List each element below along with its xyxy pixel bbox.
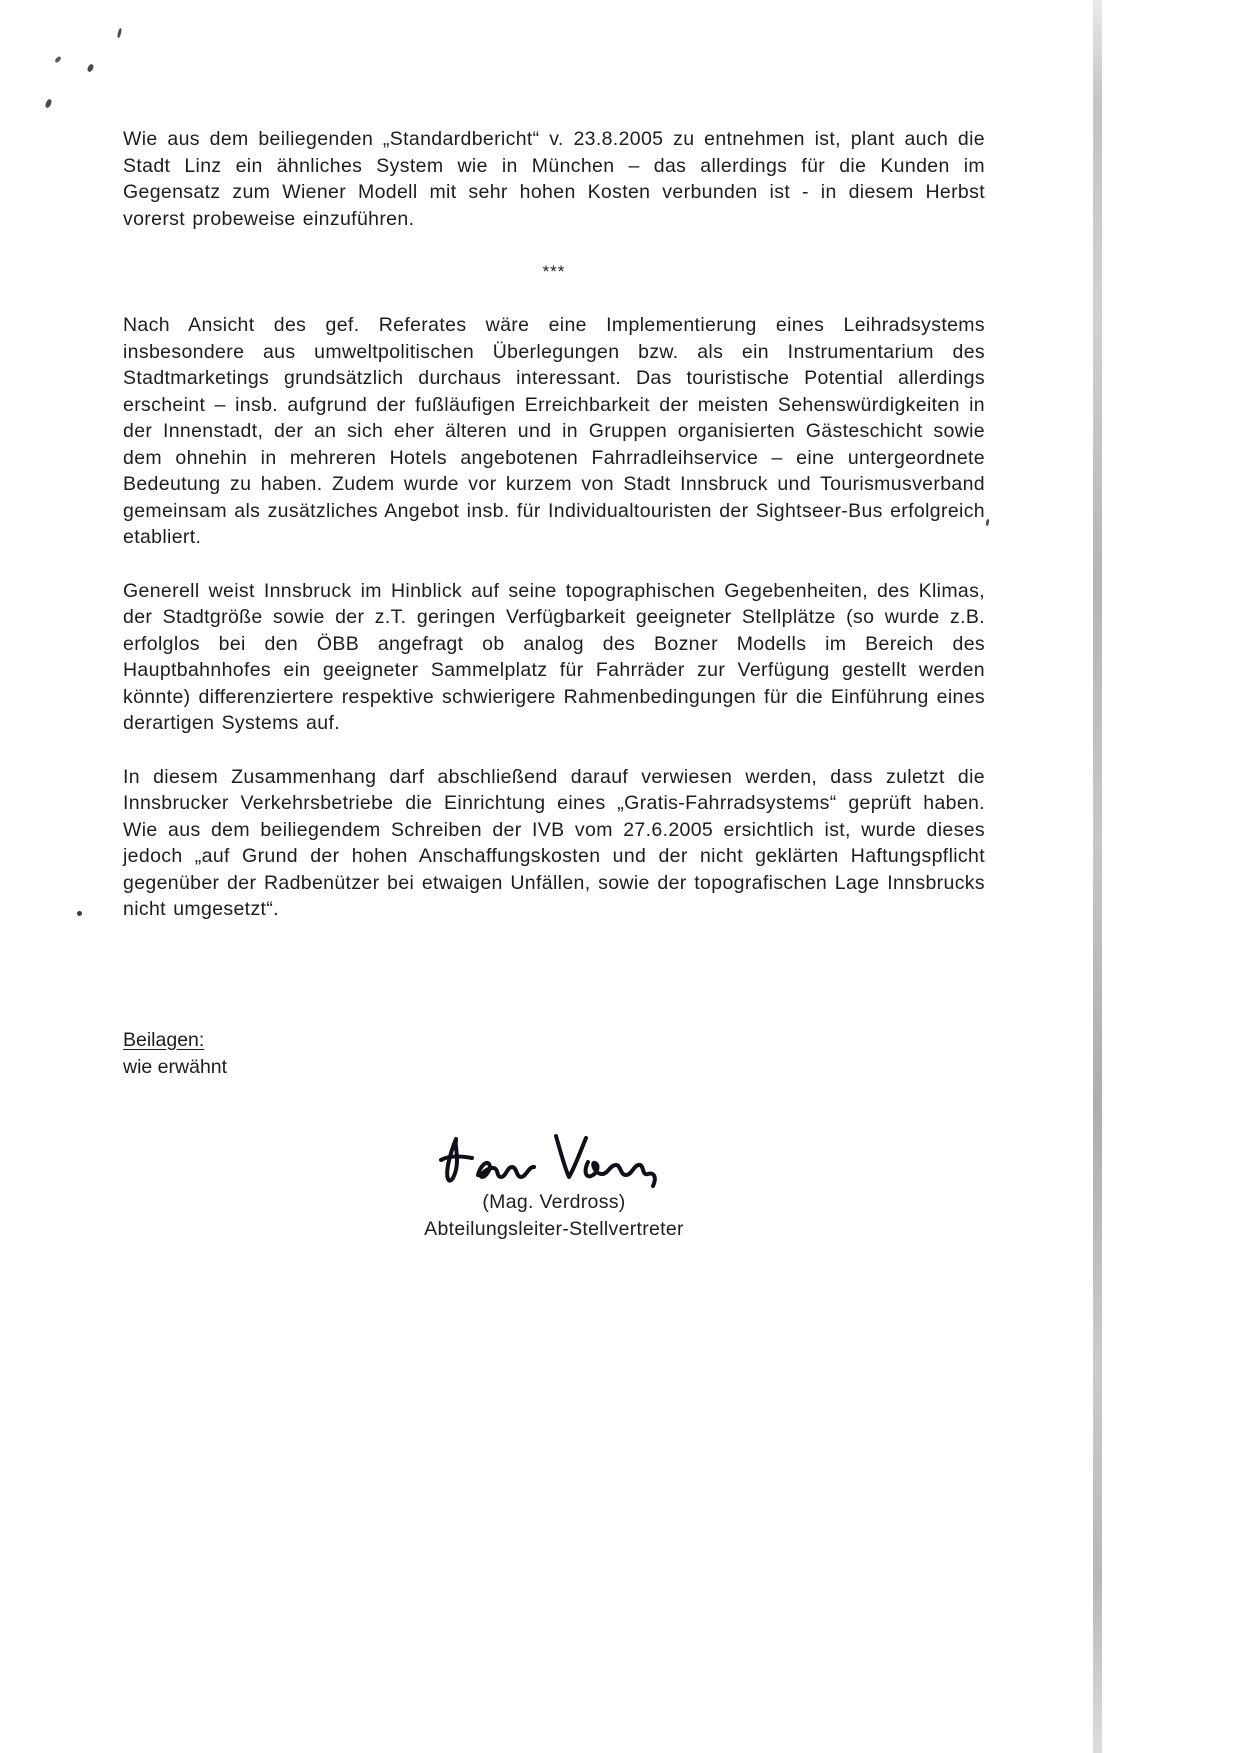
scan-artifact	[86, 63, 94, 72]
signature-image	[436, 1129, 672, 1193]
section-separator: ***	[542, 262, 566, 281]
attachments-section	[123, 1027, 985, 1081]
signatory-name: (Mag. Verdross)	[482, 1190, 626, 1213]
attachments-value: wie erwähnt	[123, 1055, 228, 1078]
paragraph-referat-ansicht: Nach Ansicht des gef. Referates wäre eine Implementierung eines Leihradsystems insbesondere aus umweltpolitischen Überlegungen bzw. als ein Instrumentarium des Stadtmarketings grundsätzlich durchaus interessant. Das touristische Potential allerdings erscheint – insb. aufgrund der fußläufigen Erreichbarkeit der meisten Sehenswürdigkeiten in der Innenstadt, der an sich eher älteren und in Gruppen organisierten Gästeschicht sowie dem ohnehin in mehreren Hotels angebotenen Fahrradleihservice – eine untergeordnete Bedeutung zu haben. Zudem wurde vor kurzem von Stadt Innsbruck und Tourismusverband gemeinsam als zusätzliches Angebot insb. für Individualtouristen der Sightseer-Bus erfolgreich etabliert.	[123, 314, 985, 548]
scan-artifact	[54, 56, 62, 64]
signature-block	[123, 1129, 985, 1243]
attachments-label: Beilagen:	[123, 1028, 205, 1051]
signatory-title: Abteilungsleiter-Stellvertreter	[424, 1217, 684, 1240]
scan-artifact	[117, 28, 122, 38]
scan-edge-artifact	[1093, 0, 1102, 1753]
paragraph-ivb-pruefung: In diesem Zusammenhang darf abschließend darauf verwiesen werden, dass zuletzt die Innsbrucker Verkehrsbetriebe die Einrichtung eines „Gratis-Fahrradsystems“ geprüft haben. Wie aus dem beiliegendem Schreiben der IVB vom 27.6.2005 ersichtlich ist, wurde dieses jedoch „auf Grund der hohen Anschaffungskosten und der nicht geklärten Haftungspflicht gegenüber der Radbenützer bei etwaigen Unfällen, sowie der topografischen Lage Innsbrucks nicht umgesetzt“.	[123, 765, 985, 920]
paragraph-linz-system: Wie aus dem beiliegenden „Standardbericht“ v. 23.8.2005 zu entnehmen ist, plant auch die Stadt Linz ein ähnliches System wie in München – das allerdings für die Kunden im Gegensatz zum Wiener Modell mit sehr hohen Kosten verbunden ist - in diesem Herbst vorerst probeweise einzuführen.	[123, 128, 985, 230]
paragraph-innsbruck-topographie: Generell weist Innsbruck im Hinblick auf seine topographischen Gegebenheiten, des Klimas, der Stadtgröße sowie der z.T. geringen Verfügbarkeit geeigneter Stellplätze (so wurde z.B. erfolglos bei den ÖBB angefragt ob analog des Bozner Modells im Bereich des Hauptbahnhofes ein geeigneter Sammelplatz für Fahrräder zur Verfügung gestellt werden könnte) differenziertere respektive schwierigere Rahmenbedingungen für die Einführung eines derartigen Systems auf.	[123, 579, 985, 734]
scan-artifact	[77, 911, 82, 916]
scan-artifact	[985, 519, 989, 526]
letter-body	[123, 126, 985, 1243]
scan-artifact	[44, 98, 52, 108]
